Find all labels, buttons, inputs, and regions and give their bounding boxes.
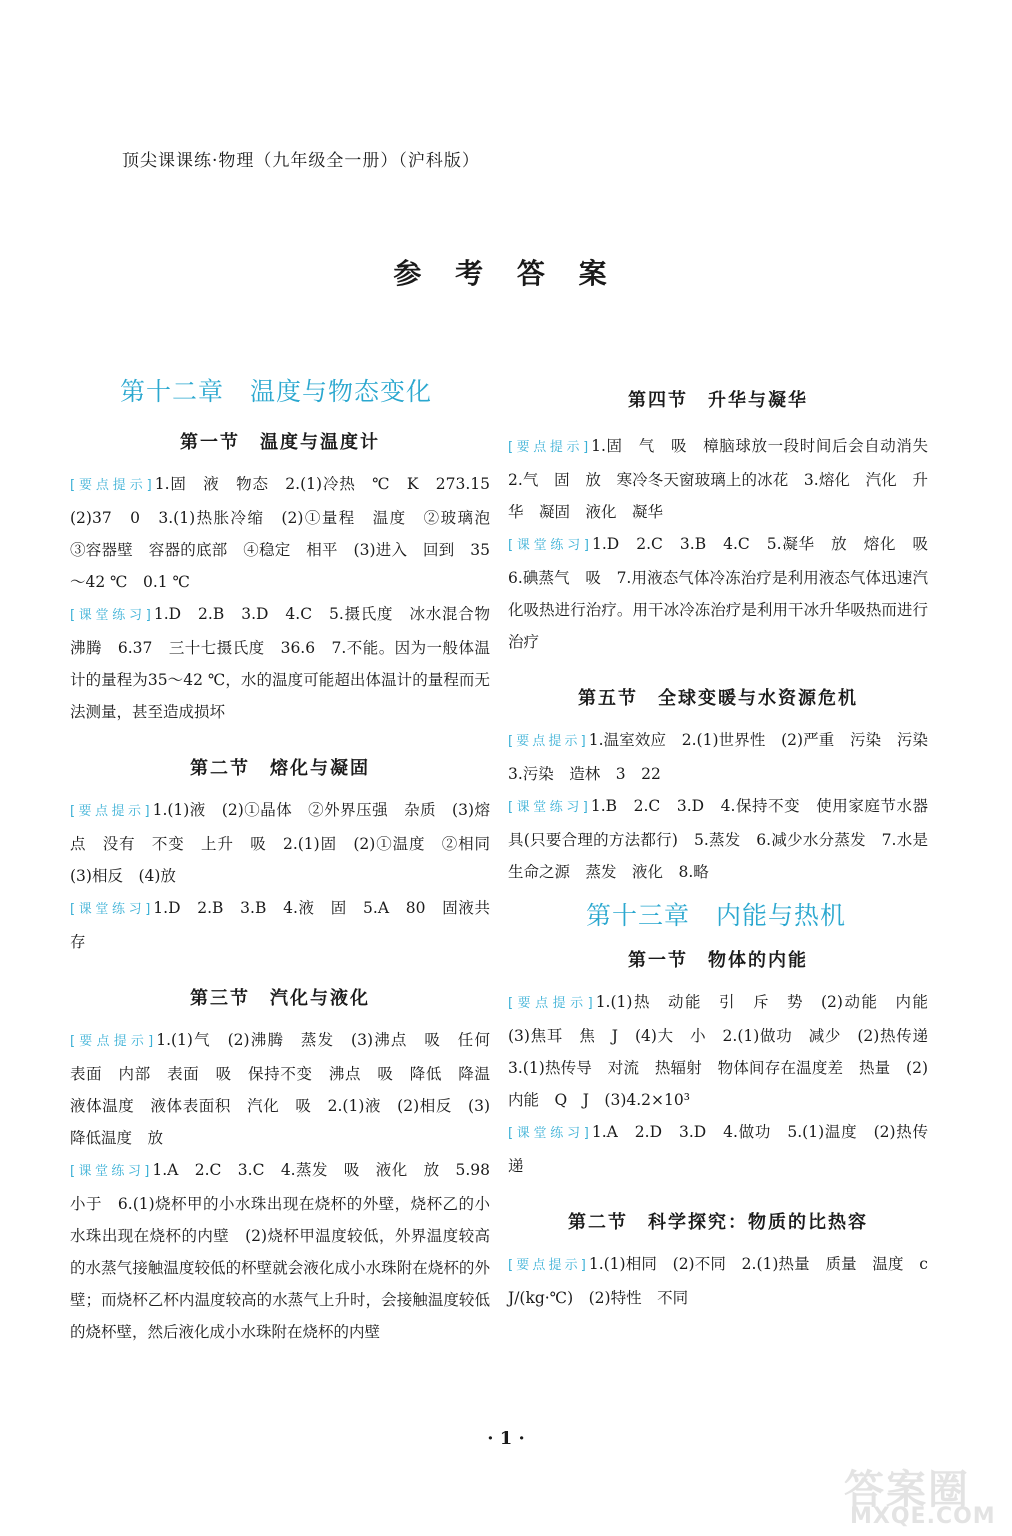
class-exercise-tag: [课堂练习]	[508, 800, 591, 815]
key-points-tag: [要点提示]	[70, 804, 153, 819]
section-title: 第四节 升华与凝华	[628, 390, 808, 411]
section-title: 第一节 物体的内能	[628, 950, 808, 971]
class-exercise	[508, 790, 928, 888]
class-exercise-tag: [课堂练习]	[70, 608, 154, 623]
class-exercise	[70, 892, 490, 958]
chapter-title: 第十二章 温度与物态变化	[120, 377, 433, 406]
class-exercise-tag: [课堂练习]	[70, 1164, 153, 1179]
key-points	[70, 794, 506, 892]
key-points	[508, 724, 944, 790]
answer-text: 1.(1)液 (2)①晶体 ②外界压强 杂质 (3)熔点 没有 不变 上升 吸 2.(1)固 (2)①温度 ②相同 (3)相反 (4)放	[70, 801, 506, 885]
section-title: 第二节 熔化与凝固	[190, 758, 370, 779]
class-exercise	[508, 1116, 928, 1182]
key-points	[70, 1024, 506, 1154]
section-title: 第一节 温度与温度计	[180, 432, 380, 453]
watermark-text: 答案圈	[844, 1467, 970, 1513]
key-points	[70, 468, 506, 598]
page-title: 参 考 答 案	[393, 257, 619, 290]
answer-text: 1.A 2.D 3.D 4.做功 5.(1)温度 (2)热传递	[508, 1123, 928, 1175]
running-header: 顶尖课课练·物理（九年级全一册）（沪科版）	[122, 151, 480, 171]
key-points-tag: [要点提示]	[508, 1258, 589, 1273]
section-title: 第五节 全球变暖与水资源危机	[578, 688, 858, 709]
answer-text: 1.D 2.B 3.D 4.C 5.摄氏度 冰水混合物 沸腾 6.37 三十七摄氏度 36.6 7.不能。因为一般体温计的量程为35～42 ℃，水的温度可能超出体温计的量程而无法测量，甚至造成损坏	[70, 605, 506, 721]
key-points	[508, 1248, 944, 1314]
class-exercise-tag: [课堂练习]	[70, 902, 154, 917]
page-number: · 1 ·	[487, 1428, 525, 1449]
watermark-url: MXQE.COM	[850, 1504, 996, 1529]
chapter-title: 第十三章 内能与热机	[586, 901, 847, 930]
key-points-tag: [要点提示]	[508, 996, 596, 1011]
answer-text: 1.固 液 物态 2.(1)冷热 ℃ K 273.15 (2)37 0 3.(1)热胀冷缩 (2)①量程 温度 ②玻璃泡 ③容器壁 容器的底部 ④稳定 相平 (3)进入 回到 35～42 ℃ 0.1 ℃	[70, 475, 506, 591]
class-exercise-tag: [课堂练习]	[508, 538, 592, 553]
answer-text: 1.固 气 吸 樟脑球放一段时间后会自动消失 2.气 固 放 寒冷冬天窗玻璃上的冰花 3.熔化 汽化 升华 凝固 液化 凝华	[508, 437, 944, 521]
answer-text: 1.D 2.C 3.B 4.C 5.凝华 放 熔化 吸 6.碘蒸气 吸 7.用液态气体冷冻治疗是利用液态气体迅速汽化吸热进行治疗。用干冰冷冻治疗是利用干冰升华吸热而进行治疗	[508, 535, 944, 651]
class-exercise-tag: [课堂练习]	[508, 1126, 592, 1141]
section-title: 第二节 科学探究：物质的比热容	[568, 1212, 868, 1233]
class-exercise	[70, 598, 506, 728]
right-column	[508, 372, 944, 1314]
key-points-tag: [要点提示]	[508, 734, 589, 749]
answer-text: 1.温室效应 2.(1)世界性 (2)严重 污染 污染 3.污染 造林 3 22	[508, 731, 944, 783]
class-exercise	[508, 528, 944, 658]
answer-text: 1.B 2.C 3.D 4.保持不变 使用家庭节水器具(只要合理的方法都行) 5.蒸发 6.减少水分蒸发 7.水是生命之源 蒸发 液化 8.略	[508, 797, 928, 881]
class-exercise	[70, 1154, 506, 1348]
key-points-tag: [要点提示]	[70, 1034, 157, 1049]
key-points	[508, 986, 944, 1116]
answer-text: 1.(1)相同 (2)不同 2.(1)热量 质量 温度 c J/(kg·℃) (2)特性 不同	[508, 1255, 944, 1307]
answer-text: 1.(1)气 (2)沸腾 蒸发 (3)沸点 吸 任何 表面 内部 表面 吸 保持不变 沸点 吸 降低 降温 液体温度 液体表面积 汽化 吸 2.(1)液 (2)相反 (3)降低温度 放	[70, 1031, 506, 1147]
watermark-logo	[830, 1452, 1010, 1532]
left-column	[70, 372, 506, 1348]
answer-text: 1.D 2.B 3.B 4.液 固 5.A 80 固液共存	[70, 899, 490, 951]
key-points	[508, 430, 944, 528]
section-title: 第三节 汽化与液化	[190, 988, 370, 1009]
key-points-tag: [要点提示]	[508, 440, 592, 455]
answer-text: 1.A 2.C 3.C 4.蒸发 吸 液化 放 5.98 小于 6.(1)烧杯甲的小水珠出现在烧杯的外壁，烧杯乙的小水珠出现在烧杯的内壁 (2)烧杯甲温度较低，外界温度较高的水蒸气接触温度较低的杯壁就会液化成小水珠附在烧杯的外壁；而烧杯乙杯内温度较高的水蒸气上升时，会接触温度较低的烧杯壁，然后液化成小水珠附在烧杯的内壁	[70, 1161, 506, 1341]
answer-text: 1.(1)热 动能 引 斥 势 (2)动能 内能 (3)焦耳 焦 J (4)大 小 2.(1)做功 减少 (2)热传递 3.(1)热传导 对流 热辐射 物体间存在温度差 热量 (2)内能 Q J (3)4.2×10³	[508, 993, 944, 1109]
key-points-tag: [要点提示]	[70, 478, 155, 493]
